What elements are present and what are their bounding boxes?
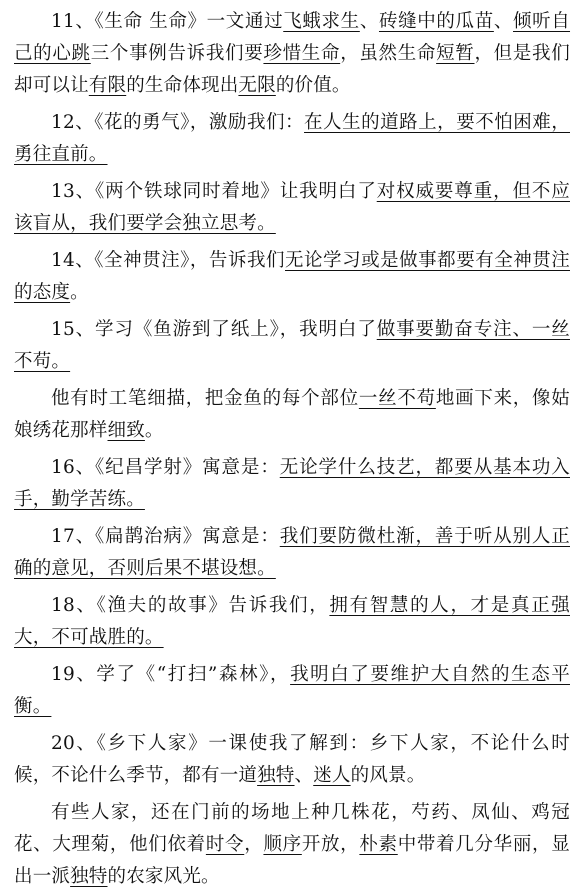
underlined-text: 无论学什么技艺，都要从基本功入手，勤学苦练。 <box>14 457 570 510</box>
text-segment: 11、《生命 生命》一文通过 <box>51 11 284 32</box>
paragraph-item-20 <box>14 728 570 792</box>
underlined-text: 独特 <box>257 765 295 786</box>
underlined-text: 倾听自己的心跳 <box>14 11 571 64</box>
paragraph-item-14 <box>14 245 570 309</box>
underlined-text: 时令 <box>205 834 245 855</box>
text-segment: 、 <box>493 11 514 32</box>
paragraph-quote-goldfish <box>14 383 570 447</box>
text-segment: ， <box>244 834 264 855</box>
paragraph-item-17 <box>14 521 570 585</box>
text-segment: 中带着几分华丽，显出一派 <box>14 834 570 887</box>
text-segment: 。 <box>144 420 164 441</box>
text-segment: 18、《渔夫的故事》告诉我们， <box>51 595 330 616</box>
text-segment: 有些人家，还在门前的场地上种几株花，芍药、凤仙、鸡冠花、大理菊，他们依着 <box>14 802 570 855</box>
text-segment: 。 <box>70 282 89 303</box>
underlined-text: 朴素 <box>359 834 398 855</box>
underlined-text: 在人生的道路上，要不怕困难，勇往直前。 <box>14 112 570 165</box>
paragraph-item-12 <box>14 107 570 171</box>
text-segment: 15、学习《鱼游到了纸上》，我明白了 <box>51 319 377 340</box>
text-segment: 14、《全神贯注》，告诉我们 <box>51 250 286 271</box>
text-segment: ，但是我们却可以让 <box>14 43 570 96</box>
underlined-text: 飞蛾求生 <box>283 11 360 32</box>
text-segment: 的生命体现出 <box>126 75 239 96</box>
text-segment: 、 <box>359 11 379 32</box>
text-segment: 16、《纪昌学射》寓意是： <box>51 457 280 478</box>
underlined-text: 拥有智慧的人，才是真正强大，不可战胜的。 <box>14 595 570 648</box>
paragraph-quote-flowers <box>14 797 570 893</box>
paragraph-item-18 <box>14 590 570 654</box>
text-segment: 12、《花的勇气》，激励我们： <box>51 112 305 133</box>
text-segment: 他有时工笔细描，把金鱼的每个部位 <box>51 388 359 409</box>
paragraph-item-19 <box>14 659 570 723</box>
text-segment: 的农家风光。 <box>107 866 220 887</box>
underlined-text: 细致 <box>107 420 145 441</box>
text-segment: 、 <box>294 765 314 786</box>
paragraph-item-13 <box>14 176 570 240</box>
text-segment: 13、《两个铁球同时着地》让我明白了 <box>51 181 377 202</box>
underlined-text: 有限 <box>88 75 127 96</box>
underlined-text: 做事要勤奋专注、一丝不苟。 <box>14 319 570 372</box>
underlined-text: 无限 <box>238 75 276 96</box>
underlined-text: 砖缝中的瓜苗 <box>378 11 494 32</box>
underlined-text: 迷人 <box>313 765 351 786</box>
text-segment: 的风景。 <box>350 765 426 786</box>
text-segment: ，虽然生命 <box>340 43 437 64</box>
underlined-text: 短暂 <box>436 43 475 64</box>
underlined-text: 珍惜生命 <box>263 43 341 64</box>
underlined-text: 对权威要尊重，但不应该盲从，我们要学会独立思考。 <box>14 181 570 234</box>
paragraph-item-15 <box>14 314 570 378</box>
underlined-text: 我明白了要维护大自然的生态平衡。 <box>14 664 570 717</box>
text-segment: 19、学了《“打扫”森林》， <box>51 664 291 685</box>
text-segment: 地画下来，像姑娘绣花那样 <box>14 388 570 441</box>
paragraph-item-11 <box>14 6 570 102</box>
text-segment: 三个事例告诉我们要 <box>90 43 264 64</box>
underlined-text: 一丝不苟 <box>358 388 436 409</box>
paragraph-item-16 <box>14 452 570 516</box>
underlined-text: 我们要防微杜渐，善于听从别人正确的意见，否则后果不堪设想。 <box>14 526 570 579</box>
text-segment: 的价值。 <box>275 75 351 96</box>
text-segment: 20、《乡下人家》一课使我了解到：乡下人家，不论什么时候，不论什么季节，都有一道 <box>14 733 570 786</box>
underlined-text: 顺序 <box>263 834 302 855</box>
underlined-text: 无论学习或是做事都要有全神贯注的态度 <box>14 250 570 303</box>
text-segment: 17、《扁鹊治病》寓意是： <box>51 526 280 547</box>
underlined-text: 独特 <box>70 866 108 887</box>
text-segment: 开放， <box>301 834 360 855</box>
